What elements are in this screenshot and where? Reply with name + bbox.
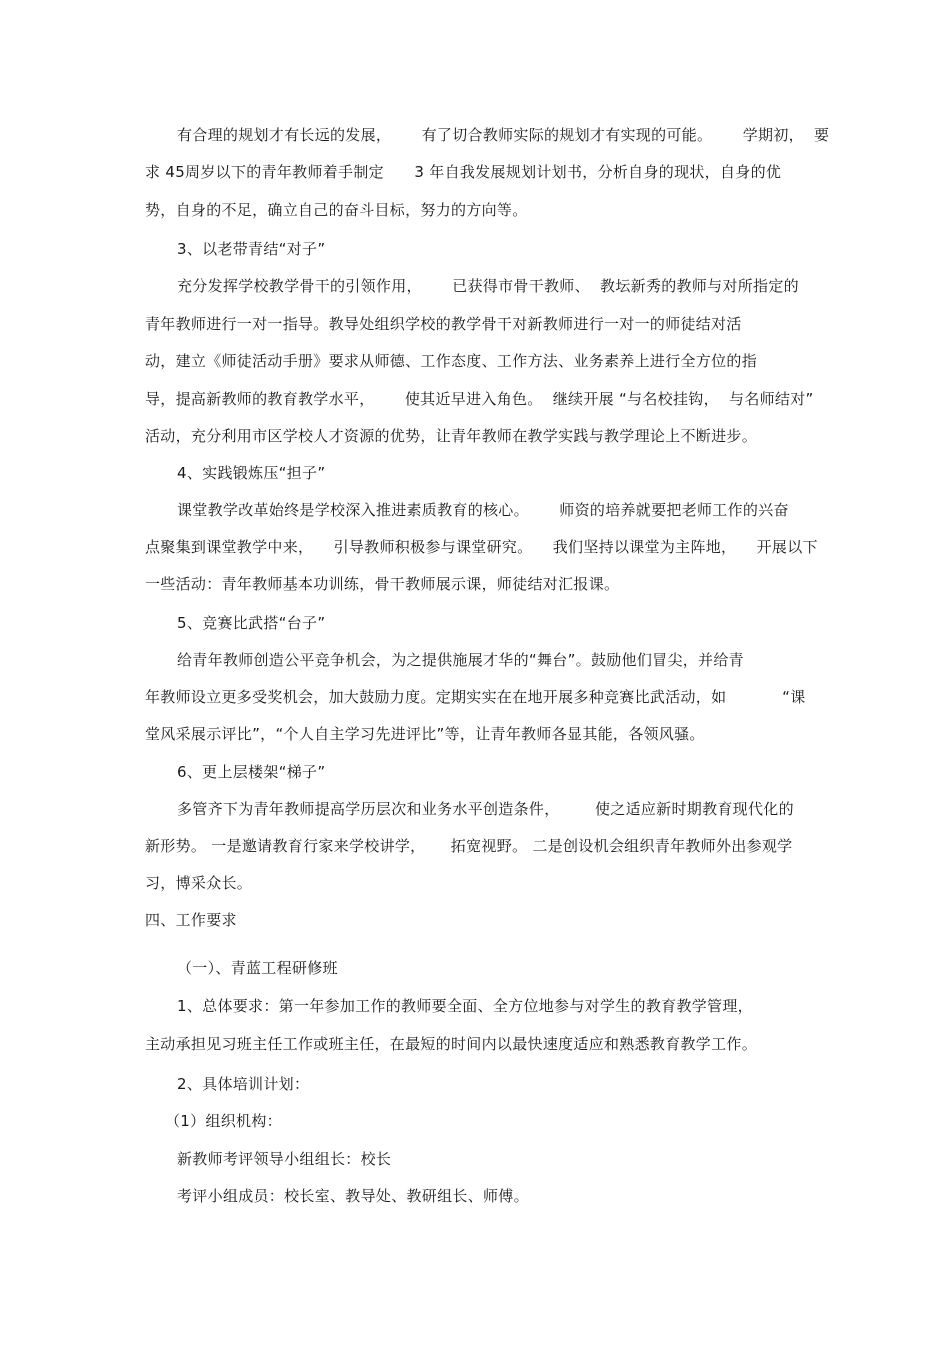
paragraph-line: 势，自身的不足，确立自己的奋斗目标，努力的方向等。 (145, 201, 528, 219)
paragraph-line: 青年教师进行一对一指导。教导处组织学校的教学骨干对新教师进行一对一的师徒结对活 (145, 315, 742, 333)
paragraph-line: 点聚集到课堂教学中来， 引导教师积极参与课堂研究。 我们坚持以课堂为主阵地， 开展以下 (145, 538, 818, 556)
paragraph-line: 课堂教学改革始终是学校深入推进素质教育的核心。 师资的培养就要把老师工作的兴奋 (177, 501, 789, 519)
section-heading: 4、实践锻炼压“担子” (177, 464, 326, 482)
paragraph-line: 习，博采众长。 (145, 874, 253, 892)
paragraph-line: 新教师考评领导小组组长：校长 (177, 1150, 392, 1168)
subsection-heading: （一）、青蓝工程研修班 (177, 959, 338, 977)
paragraph-line: 给青年教师创造公平竞争机会，为之提供施展才华的“舞台”。鼓励他们冒尖，并给青 (177, 651, 744, 669)
paragraph-line: 新形势。 一是邀请教育行家来学校讲学， 拓宽视野。 二是创设机会组织青年教师外出参观学 (145, 837, 793, 855)
list-heading: 2、具体培训计划： (177, 1075, 310, 1093)
list-heading: （1）组织机构： (165, 1112, 282, 1130)
paragraph-line: 堂风采展示评比”，“个人自主学习先进评比”等，让青年教师各显其能，各领风骚。 (145, 725, 705, 743)
paragraph-line: 多管齐下为青年教师提高学历层次和业务水平创造条件， 使之适应新时期教育现代化的 (177, 800, 794, 818)
paragraph-line: 充分发挥学校教学骨干的引领作用， 已获得市骨干教师、 教坛新秀的教师与对所指定的 (177, 277, 799, 295)
paragraph-line: 活动，充分利用市区学校人才资源的优势，让青年教师在教学实践与教学理论上不断进步。 (145, 427, 758, 445)
paragraph-line: 年教师设立更多受奖机会，加大鼓励力度。定期实实在在地开展多种竞赛比武活动，如 “课 (145, 688, 806, 706)
chapter-heading: 四、工作要求 (145, 911, 237, 929)
section-heading: 3、以老带青结“对子” (177, 240, 326, 258)
paragraph-line: 主动承担见习班主任工作或班主任，在最短的时间内以最快速度适应和熟悉教育教学工作。 (145, 1035, 758, 1053)
paragraph-line: 动，建立《师徒活动手册》要求从师德、工作态度、工作方法、业务素养上进行全方位的指 (145, 352, 758, 370)
paragraph-line: 一些活动：青年教师基本功训练，骨干教师展示课，师徒结对汇报课。 (145, 575, 620, 593)
section-heading: 5、竞赛比武搭“台子” (177, 614, 326, 632)
paragraph-line: 1、总体要求：第一年参加工作的教师要全面、全方位地参与对学生的教育教学管理， (177, 997, 753, 1015)
paragraph-line: 考评小组成员：校长室、教导处、教研组长、师傅。 (177, 1187, 529, 1205)
paragraph-line: 有合理的规划才有长远的发展， 有了切合教师实际的规划才有实现的可能。 学期初， 要 (177, 126, 830, 144)
section-heading: 6、更上层楼架“梯子” (177, 763, 326, 781)
paragraph-line: 导，提高新教师的教育教学水平， 使其近早进入角色。 继续开展 “与名校挂钩， 与名师结对” (145, 390, 814, 408)
paragraph-line: 求 45周岁以下的青年教师着手制定 3 年自我发展规划计划书，分析自身的现状，自身的优 (145, 163, 782, 181)
